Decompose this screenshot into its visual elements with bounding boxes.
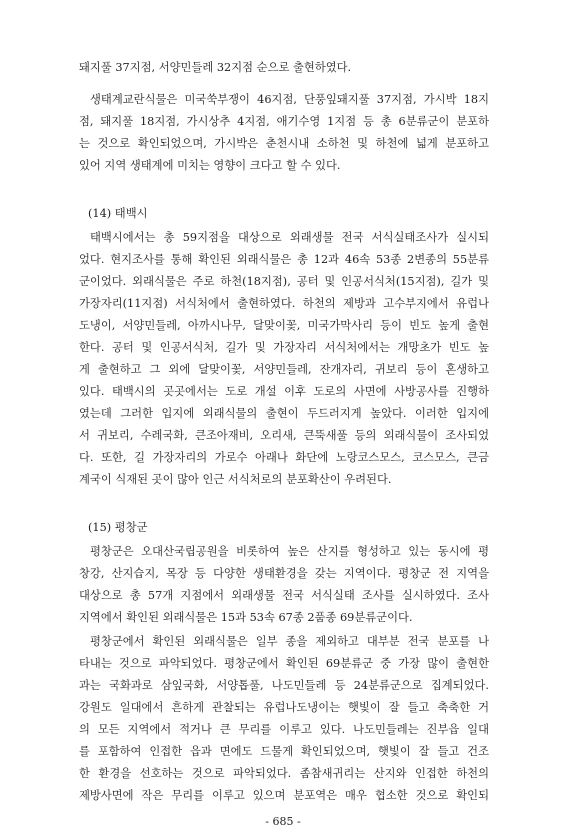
- paragraph-line: 제방사면에 작은 무리를 이루고 있으며 분포역은 매우 협소한 것으로 확인되: [79, 789, 489, 802]
- paragraph-line: 는 것으로 확인되었으며, 가시박은 춘천시내 소하천 및 하천에 넓게 분포하고: [79, 137, 489, 150]
- paragraph-line: 있다. 태백시의 곳곳에서는 도로 개설 이후 도로의 사면에 사방공사를 진행하: [79, 385, 489, 398]
- paragraph-line: 다. 또한, 길 가장자리의 가로수 아래나 화단에 노랑코스모스, 코스모스, 큰금: [79, 451, 489, 464]
- paragraph-line: 점, 돼지풀 18지점, 가시상추 4지점, 애기수영 1지점 등 총 6분류군이 분포하: [79, 115, 489, 128]
- paragraph-line: 를 포함하여 인접한 읍과 면에도 드물게 확인되었으며, 햇빛이 잘 들고 건조: [79, 745, 489, 758]
- paragraph-line: 강원도 일대에서 흔하게 관찰되는 유럽나도냉이는 햇빛이 잘 들고 축축한 거: [79, 701, 489, 714]
- paragraph-line: 타내는 것으로 파악되었다. 평창군에서 확인된 69분류군 중 가장 많이 출현한: [79, 657, 489, 670]
- paragraph-line: 있어 지역 생태계에 미치는 영향이 크다고 할 수 있다.: [79, 159, 341, 172]
- paragraph-line: 한다. 공터 및 인공서식처, 길가 및 가장자리 서식처에서는 개망초가 빈도 높: [79, 341, 489, 354]
- paragraph-line: 의 모든 지역에서 적거나 큰 무리를 이루고 있다. 나도민들레는 진부읍 일대: [79, 723, 489, 736]
- paragraph-line: 었다. 현지조사를 통해 확인된 외래식물은 총 12과 46속 53종 2변종의 55분류: [79, 253, 489, 266]
- paragraph-line: 생태계교란식물은 미국쑥부쟁이 46지점, 단풍잎돼지풀 37지점, 가시박 18지: [90, 93, 489, 106]
- paragraph-line: 과는 국화과로 삼잎국화, 서양톱풀, 나도민들레 등 24분류군으로 집계되었다.: [79, 679, 489, 692]
- paragraph-line: 돼지풀 37지점, 서양민들레 32지점 순으로 출현하였다.: [79, 61, 352, 74]
- paragraph-line: 도냉이, 서양민들레, 아까시나무, 달맞이꽃, 미국가막사리 등이 빈도 높게 출현: [79, 319, 489, 332]
- paragraph-line: 계국이 식재된 곳이 많아 인근 서식처로의 분포확산이 우려된다.: [79, 473, 392, 486]
- paragraph-line: 가장자리(11지점) 서식처에서 출현하였다. 하천의 제방과 고수부지에서 유럽나: [79, 297, 489, 310]
- paragraph-line: 였는데 그러한 입지에 외래식물의 출현이 두드러지게 높았다. 이러한 입지에: [79, 407, 489, 420]
- page-number: - 685 -: [265, 815, 301, 828]
- paragraph-line: 지역에서 확인된 외래식물은 15과 53속 67종 2품종 69분류군이다.: [79, 611, 413, 624]
- paragraph-line: 게 출현하고 그 외에 달맞이꽃, 서양민들레, 잔개자리, 귀보리 등이 혼생하고: [79, 363, 489, 376]
- paragraph-line: 한 환경을 선호하는 것으로 파악되었다. 좀참새귀리는 산지와 인접한 하천의: [79, 767, 489, 780]
- paragraph-line: 창강, 산지습지, 목장 등 다양한 생태환경을 갖는 지역이다. 평창군 전 지역을: [79, 567, 489, 580]
- paragraph-line: 평창군은 오대산국립공원을 비롯하여 높은 산지를 형성하고 있는 동시에 평: [90, 545, 489, 558]
- paragraph-line: 서 귀보리, 수레국화, 큰조아재비, 오리새, 큰뚝새풀 등의 외래식물이 조사되었: [79, 429, 489, 442]
- section-heading-14: (14) 태백시: [88, 207, 148, 220]
- section-heading-15: (15) 평창군: [88, 521, 148, 534]
- paragraph-line: 군이었다. 외래식물은 주로 하천(18지점), 공터 및 인공서식처(15지점), 길가 및: [79, 275, 489, 288]
- paragraph-line: 태백시에서는 총 59지점을 대상으로 외래생물 전국 서식실태조사가 실시되: [90, 231, 489, 244]
- paragraph-line: 평창군에서 확인된 외래식물은 일부 종을 제외하고 대부분 전국 분포를 나: [90, 635, 489, 648]
- paragraph-line: 대상으로 총 57개 지점에서 외래생물 전국 서식실태 조사를 실시하였다. 조사: [79, 589, 489, 602]
